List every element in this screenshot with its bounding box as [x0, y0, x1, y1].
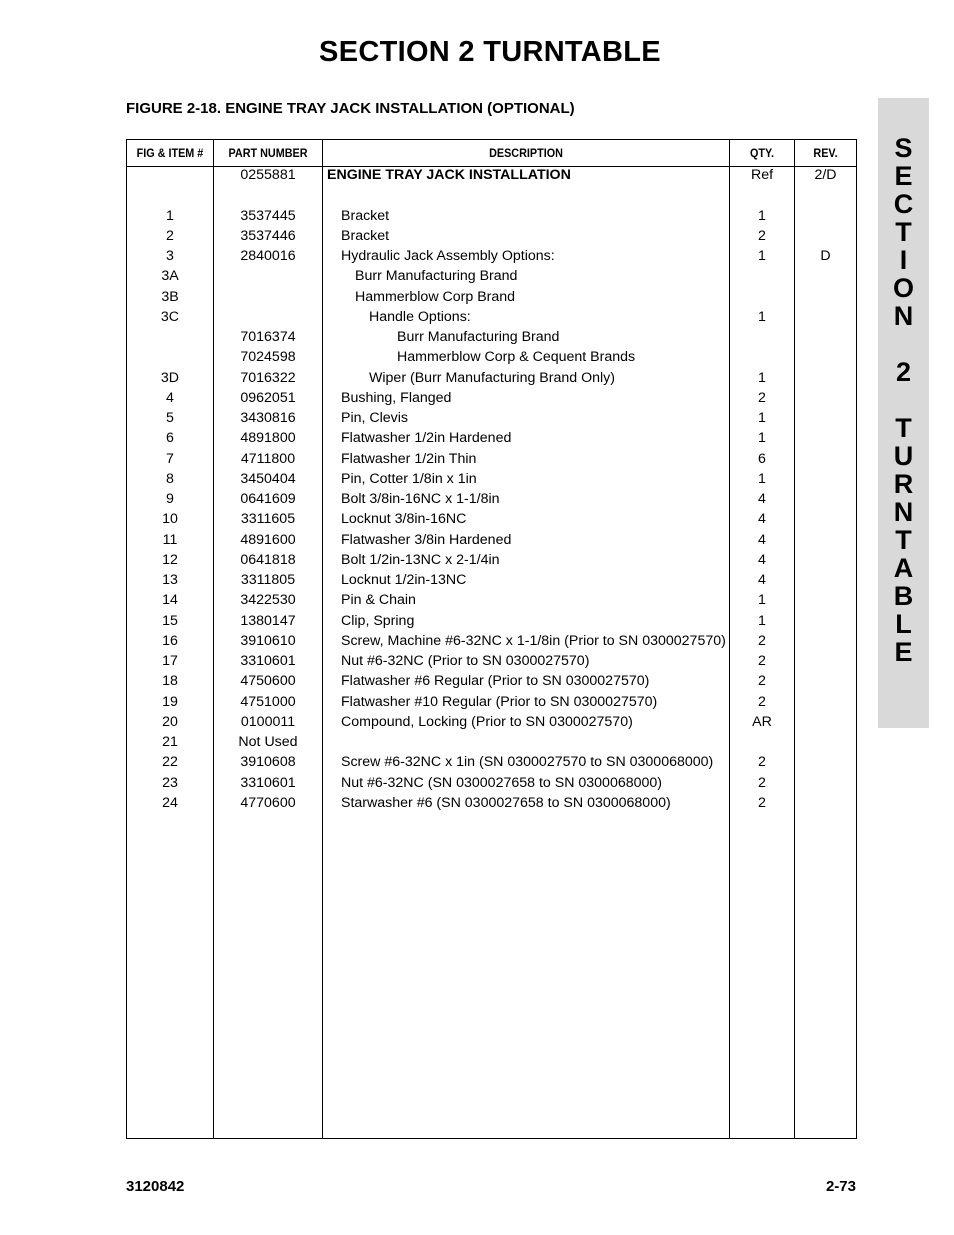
part-number: 3430816	[240, 410, 296, 426]
table-row	[127, 388, 856, 408]
side-tab-letter: N	[893, 301, 914, 331]
side-tab-letter: O	[892, 273, 914, 303]
description: Handle Options:	[369, 308, 471, 325]
item-number: 12	[162, 551, 178, 568]
description: Locknut 3/8in-16NC	[341, 511, 467, 528]
part-number: 3311605	[240, 511, 296, 528]
description: Burr Manufacturing Brand	[397, 329, 560, 345]
description: Flatwasher 1/2in Hardened	[341, 430, 512, 447]
description: Pin, Cotter 1/8in x 1in	[341, 470, 477, 487]
description: Bushing, Flanged	[341, 389, 452, 406]
quantity: 6	[758, 450, 766, 467]
item-number: 3	[166, 248, 174, 264]
page-number: 2-73	[825, 1178, 856, 1195]
part-number: 3311805	[240, 572, 296, 588]
table-row	[127, 307, 856, 327]
side-tab-letter: C	[893, 189, 914, 219]
table-row	[127, 469, 856, 489]
table-row	[127, 732, 856, 752]
side-tab-letter	[878, 386, 929, 414]
section-title: SECTION 2 TURNTABLE	[319, 36, 661, 68]
description: Pin & Chain	[341, 592, 416, 609]
part-number: 0962051	[240, 389, 296, 406]
quantity: 1	[758, 410, 766, 426]
description: Flatwasher #10 Regular (Prior to SN 0300027570)	[341, 693, 658, 710]
table-row	[127, 428, 856, 448]
table-row	[127, 327, 856, 347]
table-body	[127, 165, 856, 813]
table-row	[127, 590, 856, 610]
quantity: AR	[752, 713, 772, 730]
side-tab-letter	[878, 330, 929, 358]
part-number: 0255881	[240, 167, 296, 183]
description: Hammerblow Corp & Cequent Brands	[397, 349, 636, 366]
item-number: 24	[162, 794, 178, 811]
quantity: 2	[758, 673, 766, 690]
description: Hammerblow Corp Brand	[355, 288, 516, 305]
side-tab-letter: 2	[895, 357, 912, 387]
item-number: 9	[166, 491, 174, 507]
item-number: 11	[162, 531, 178, 548]
side-tab-letter: E	[894, 161, 913, 191]
quantity: Ref	[750, 167, 774, 183]
quantity: 4	[758, 511, 766, 528]
description: ENGINE TRAY JACK INSTALLATION	[327, 167, 571, 183]
quantity: 1	[758, 612, 766, 629]
table-row	[127, 165, 856, 185]
quantity: 1	[758, 369, 766, 386]
table-row	[127, 773, 856, 793]
part-number: 0100011	[240, 713, 296, 730]
quantity: 1	[758, 308, 766, 325]
quantity: 2	[758, 227, 766, 244]
description: Flatwasher #6 Regular (Prior to SN 0300027570)	[341, 673, 650, 690]
item-number: 8	[166, 470, 174, 487]
item-number: 14	[162, 592, 178, 609]
table-row	[127, 651, 856, 671]
item-number: 10	[162, 511, 178, 528]
quantity: 2	[758, 693, 766, 710]
section-side-tab	[878, 98, 929, 728]
side-tab-letter: S	[894, 133, 913, 163]
description: Flatwasher 3/8in Hardened	[341, 531, 512, 548]
quantity: 4	[758, 551, 766, 568]
table-row	[127, 246, 856, 266]
parts-table	[126, 139, 857, 1139]
quantity: 1	[758, 470, 766, 487]
item-number: 20	[162, 713, 178, 730]
table-row	[127, 611, 856, 631]
description: Bolt 3/8in-16NC x 1-1/8in	[341, 491, 500, 507]
item-number: 3A	[161, 268, 179, 285]
part-number: 7024598	[240, 349, 296, 366]
side-tab-letter: T	[895, 217, 912, 247]
quantity: 4	[758, 531, 766, 548]
table-row	[127, 185, 856, 205]
item-number: 16	[162, 632, 178, 649]
item-number: 21	[162, 734, 178, 750]
quantity: 1	[758, 207, 766, 224]
part-number: 0641818	[240, 551, 296, 568]
part-number: 3910610	[240, 632, 296, 649]
part-number: 3310601	[240, 653, 296, 669]
description: Bracket	[341, 207, 390, 224]
description: Starwasher #6 (SN 0300027658 to SN 0300068000)	[341, 794, 671, 811]
header-description: DESCRIPTION	[489, 146, 563, 160]
part-number: 3537445	[240, 207, 296, 224]
description: Wiper (Burr Manufacturing Brand Only)	[369, 369, 616, 386]
part-number: 4750600	[240, 673, 296, 690]
item-number: 1	[166, 207, 174, 224]
part-number: 3537446	[240, 227, 296, 244]
item-number: 5	[166, 410, 174, 426]
quantity: 4	[758, 491, 766, 507]
item-number: 22	[162, 754, 178, 771]
side-tab-letter: T	[895, 525, 912, 555]
part-number: 3450404	[240, 470, 296, 487]
description: Compound, Locking (Prior to SN 0300027570)	[341, 713, 633, 730]
header-part-number: PART NUMBER	[228, 146, 308, 160]
item-number: 2	[166, 227, 174, 244]
part-number: 1380147	[240, 612, 296, 629]
revision: D	[820, 248, 831, 264]
side-tab-letter: L	[895, 609, 912, 639]
figure-title: FIGURE 2-18. ENGINE TRAY JACK INSTALLATION (OPTIONAL)	[126, 100, 575, 117]
table-row	[127, 671, 856, 691]
description: Clip, Spring	[341, 612, 415, 629]
item-number: 19	[162, 693, 178, 710]
item-number: 18	[162, 673, 178, 690]
table-row	[127, 793, 856, 813]
part-number: 4711800	[240, 450, 296, 467]
description: Screw, Machine #6-32NC x 1-1/8in (Prior to SN 0300027570)	[341, 632, 726, 649]
side-tab-letter: A	[893, 553, 914, 583]
side-tab-letter: E	[894, 637, 913, 667]
item-number: 4	[166, 389, 174, 406]
quantity: 1	[758, 592, 766, 609]
part-number: 4770600	[240, 794, 296, 811]
table-row	[127, 509, 856, 529]
quantity: 2	[758, 794, 766, 811]
item-number: 3D	[160, 369, 180, 386]
table-row	[127, 712, 856, 732]
table-row	[127, 266, 856, 286]
table-row	[127, 287, 856, 307]
table-row	[127, 449, 856, 469]
quantity: 2	[758, 389, 766, 406]
description: Nut #6-32NC (SN 0300027658 to SN 0300068000)	[341, 774, 663, 791]
document-number: 3120842	[126, 1178, 185, 1195]
part-number: 7016374	[240, 329, 296, 345]
part-number: 3422530	[240, 592, 296, 609]
table-row	[127, 347, 856, 367]
quantity: 2	[758, 653, 766, 669]
description: Pin, Clevis	[341, 410, 409, 426]
description: Burr Manufacturing Brand	[355, 268, 518, 285]
quantity: 1	[758, 430, 766, 447]
item-number: 13	[162, 572, 178, 588]
table-row	[127, 752, 856, 772]
item-number: 7	[166, 450, 174, 467]
quantity: 2	[758, 632, 766, 649]
description: Locknut 1/2in-13NC	[341, 572, 467, 588]
side-tab-letters	[878, 134, 929, 666]
part-number: 4751000	[240, 693, 296, 710]
item-number: 23	[162, 774, 178, 791]
item-number: 6	[166, 430, 174, 447]
description: Screw #6-32NC x 1in (SN 0300027570 to SN 0300068000)	[341, 754, 714, 771]
part-number: 0641609	[240, 491, 296, 507]
part-number: 3310601	[240, 774, 296, 791]
table-row	[127, 550, 856, 570]
table-row	[127, 226, 856, 246]
table-row	[127, 692, 856, 712]
table-row	[127, 368, 856, 388]
quantity: 4	[758, 572, 766, 588]
table-row	[127, 631, 856, 651]
side-tab-letter: T	[895, 413, 912, 443]
side-tab-letter: U	[893, 441, 914, 471]
item-number: 17	[162, 653, 178, 669]
description: Bolt 1/2in-13NC x 2-1/4in	[341, 551, 500, 568]
revision: 2/D	[814, 167, 837, 183]
quantity: 1	[758, 248, 766, 264]
item-number: 3B	[161, 288, 179, 305]
side-tab-letter: B	[893, 581, 914, 611]
quantity: 2	[758, 754, 766, 771]
part-number: 4891600	[240, 531, 296, 548]
header-item: FIG & ITEM #	[136, 146, 204, 160]
item-number: 3C	[160, 308, 180, 325]
table-row	[127, 489, 856, 509]
table-row	[127, 408, 856, 428]
side-tab-letter: I	[899, 245, 908, 275]
table-row	[127, 206, 856, 226]
description: Nut #6-32NC (Prior to SN 0300027570)	[341, 653, 590, 669]
part-number: 7016322	[240, 369, 296, 386]
part-number: 4891800	[240, 430, 296, 447]
description: Bracket	[341, 227, 390, 244]
description: Flatwasher 1/2in Thin	[341, 450, 477, 467]
table-row	[127, 530, 856, 550]
quantity: 2	[758, 774, 766, 791]
item-number: 15	[162, 612, 178, 629]
part-number: 3910608	[240, 754, 296, 771]
side-tab-letter: N	[893, 497, 914, 527]
side-tab-letter: R	[893, 469, 914, 499]
table-row	[127, 570, 856, 590]
description: Hydraulic Jack Assembly Options:	[341, 248, 555, 264]
header-rev: REV.	[813, 146, 838, 160]
header-qty: QTY.	[749, 146, 774, 160]
part-number: Not Used	[238, 734, 298, 750]
part-number: 2840016	[240, 248, 296, 264]
